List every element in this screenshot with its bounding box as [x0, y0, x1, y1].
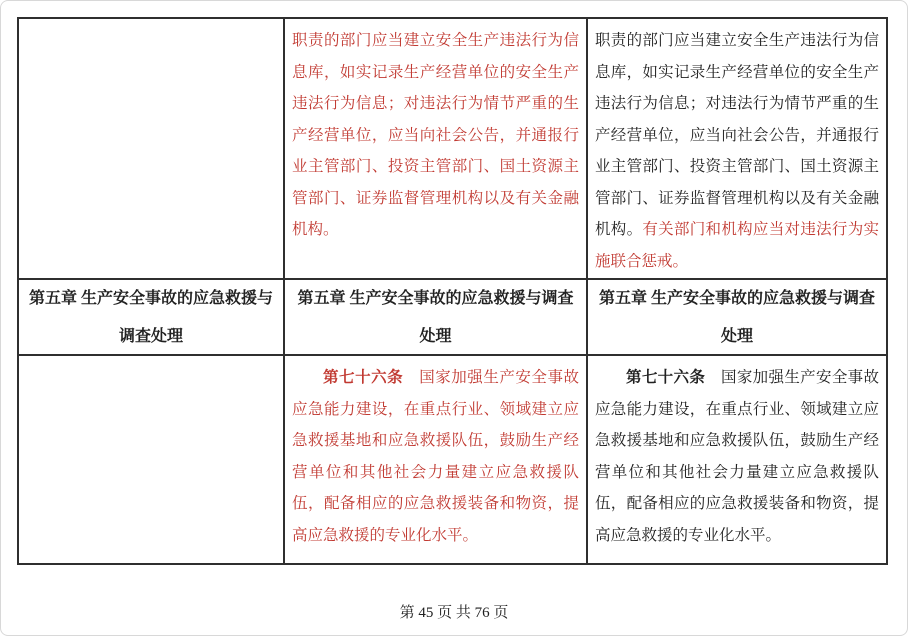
table-cell-chapter-heading — [588, 280, 886, 356]
table-cell-amended-text — [285, 19, 588, 280]
table-cell-new-law-text — [588, 19, 886, 280]
chapter-title: 第五章 生产安全事故的应急救援与调查处理 — [28, 290, 273, 345]
table-cell-article-76-new — [588, 356, 886, 563]
article-body-text: 国家加强生产安全事故应急能力建设，在重点行业、领域建立应急救援基地和应急救援队伍，鼓励生产经营单位和其他社会力量建立应急救援队伍，配备相应的应急救援装备和物资，提高应急救援的专业化水平。 — [595, 369, 879, 544]
text-segment-added: 有关部门和机构应当对违法行为实施联合惩戒。 — [595, 221, 879, 270]
article-body-text: 国家加强生产安全事故应急能力建设，在重点行业、领域建立应急救援基地和应急救援队伍，鼓励生产经营单位和其他社会力量建立应急救援队伍，配备相应的应急救援装备和物资，提高应急救援的专业化水平。 — [292, 369, 579, 544]
article-number-label: 第七十六条 — [323, 369, 404, 386]
page-number: 第 45 页 共 76 页 — [399, 605, 509, 621]
chapter-title: 第五章 生产安全事故的应急救援与调查处理 — [297, 290, 574, 345]
cell-paragraph — [595, 362, 879, 551]
cell-paragraph — [292, 362, 579, 551]
law-comparison-table — [17, 17, 888, 565]
text-segment-revised: 职责的部门应当建立安全生产违法行为信息库，如实记录生产经营单位的安全生产违法行为信息；对违法行为情节严重的生产经营单位，应当向社会公告，并通报行业主管部门、投资主管部门、国土资源主管部门、证券监督管理机构以及有关金融机构。 — [292, 32, 579, 238]
cell-paragraph — [595, 25, 879, 277]
table-cell-chapter-heading — [19, 280, 285, 356]
text-segment-unchanged: 职责的部门应当建立安全生产违法行为信息库，如实记录生产经营单位的安全生产违法行为信息；对违法行为情节严重的生产经营单位，应当向社会公告，并通报行业主管部门、投资主管部门、国土资源主管部门、证券监督管理机构以及有关金融机构。 — [595, 32, 879, 238]
table-cell-chapter-heading — [285, 280, 588, 356]
article-number-label: 第七十六条 — [626, 369, 706, 386]
table-cell-article-76-amended — [285, 356, 588, 563]
chapter-title: 第五章 生产安全事故的应急救援与调查处理 — [598, 290, 875, 345]
cell-paragraph — [292, 25, 579, 246]
table-cell-empty — [19, 356, 285, 563]
table-cell-empty — [19, 19, 285, 280]
